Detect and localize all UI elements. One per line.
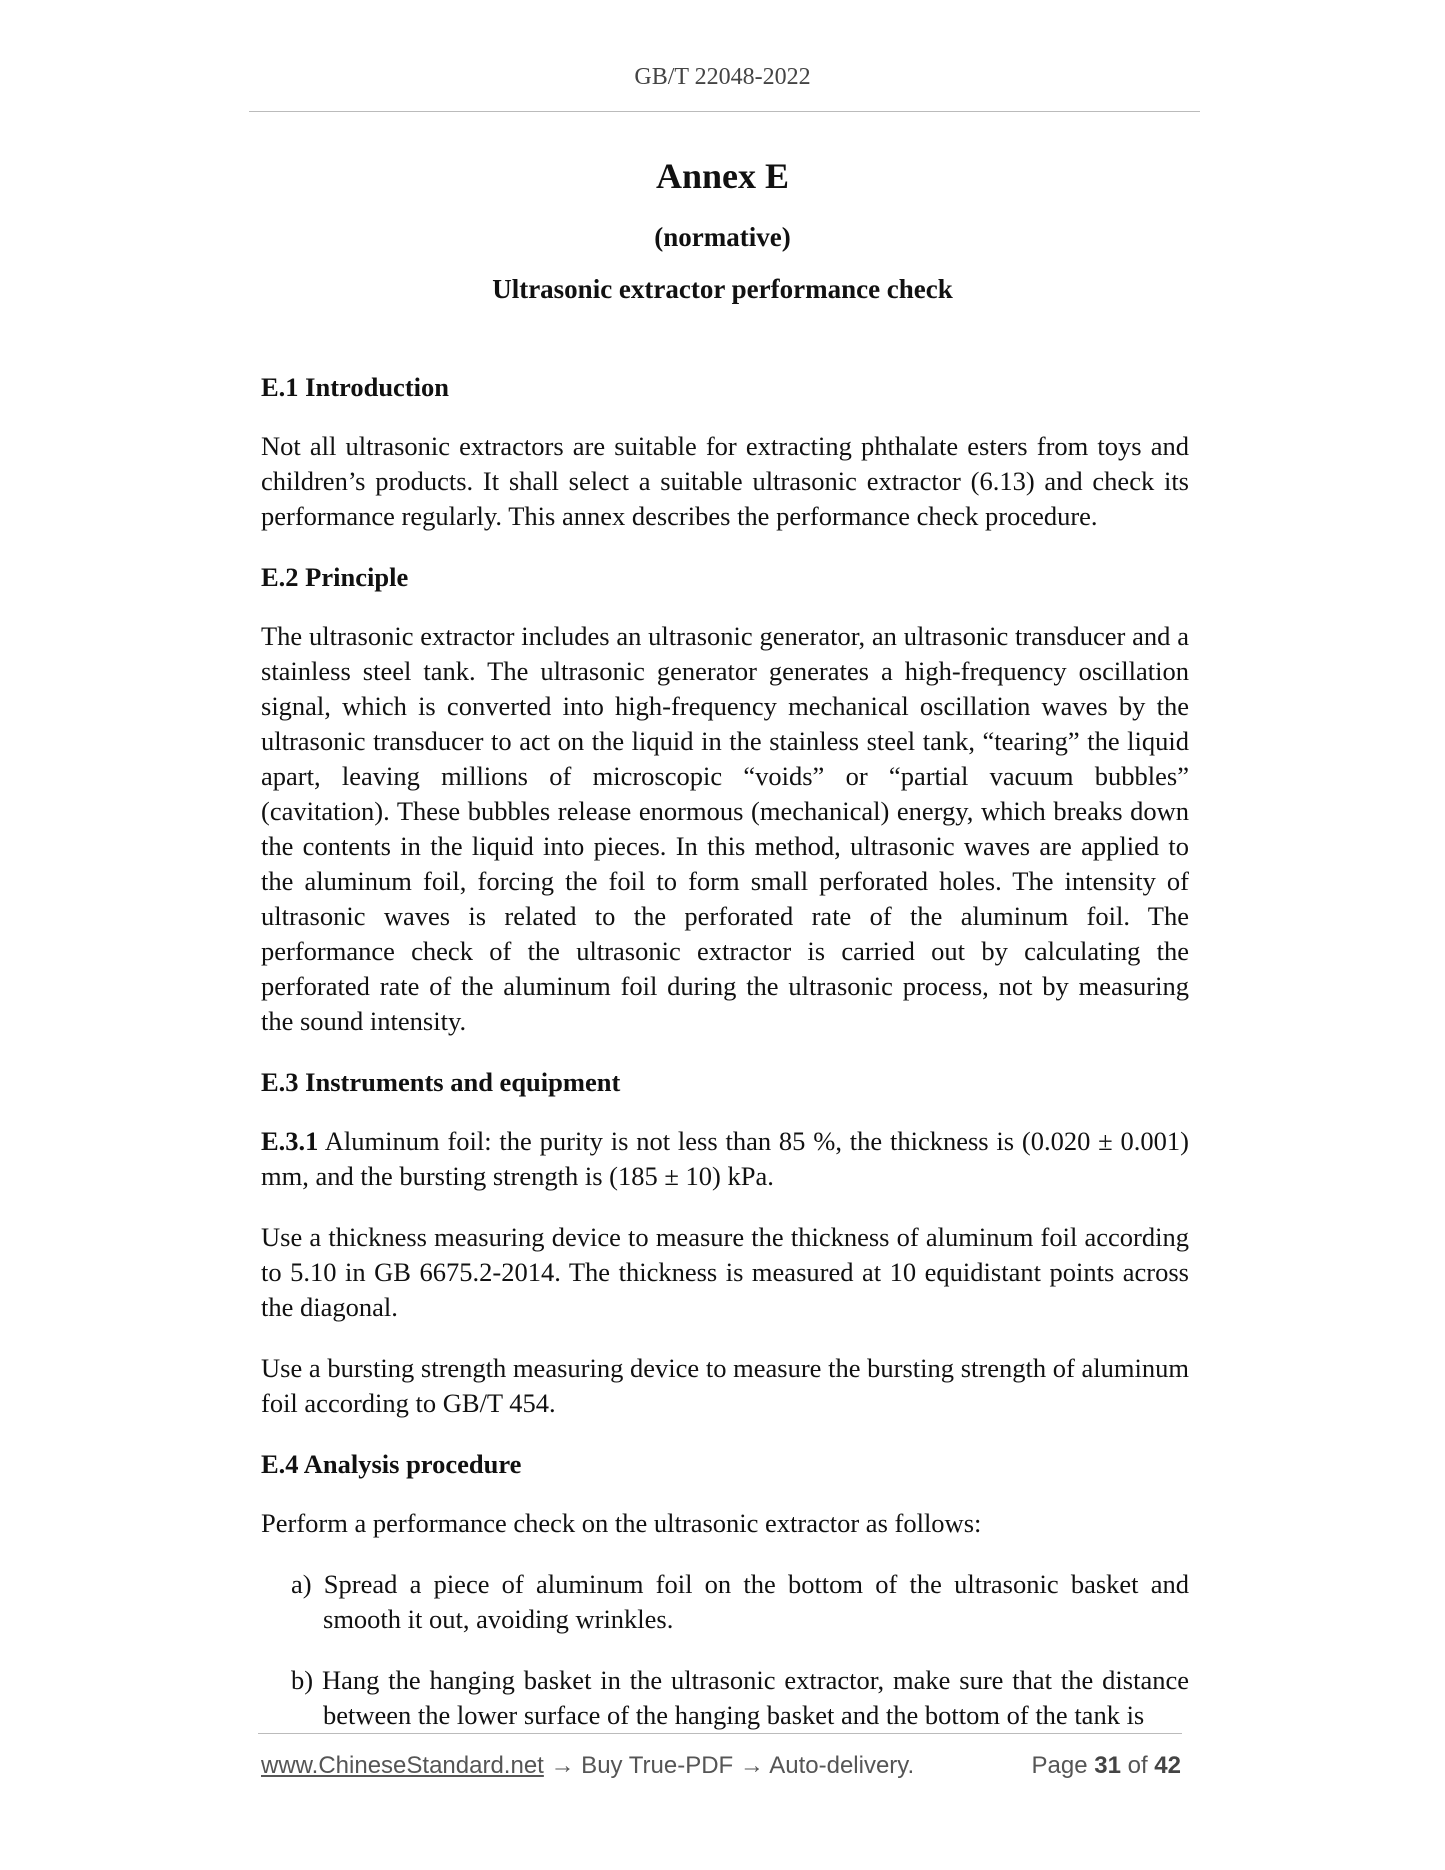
- list-item: b) Hang the hanging basket in the ultrasonic extractor, make sure that the distance between the lower surface of the hanging basket and the bottom of the tank is: [291, 1665, 1189, 1730]
- annex-type: (normative): [654, 222, 791, 252]
- footer-divider: [258, 1733, 1182, 1734]
- document-standard-number: GB/T 22048-2022: [634, 64, 811, 90]
- section-heading-e2: E.2 Principle: [261, 562, 409, 592]
- section-e4-intro: Perform a performance check on the ultrasonic extractor as follows:: [261, 1508, 982, 1538]
- website-link[interactable]: www.ChineseStandard.net: [261, 1752, 544, 1779]
- clause-e31-label: E.3.1: [261, 1126, 319, 1156]
- clause-e31-text: Aluminum foil: the purity is not less than 85 %, the thickness is (0.020 ± 0.001) mm, and the bursting strength is (185 ± 10) kPa.: [261, 1126, 1189, 1191]
- section-e3-paragraph-2: Use a thickness measuring device to measure the thickness of aluminum foil according to 5.10 in GB 6675.2-2014. The thickness is measured at 10 equidistant points across the diagonal.: [261, 1222, 1189, 1322]
- page-label: Page: [1031, 1752, 1088, 1779]
- section-heading-e4: E.4 Analysis procedure: [261, 1449, 522, 1479]
- page-footer: [261, 1752, 1181, 1780]
- page-number: 31: [1094, 1752, 1121, 1779]
- clause-e31: [261, 1124, 1189, 1194]
- promo-text: → Buy True-PDF → Auto-delivery.: [543, 1752, 915, 1779]
- annex-title: Annex E: [655, 156, 790, 196]
- section-e1-paragraph: Not all ultrasonic extractors are suitable for extracting phthalate esters from toys and children’s products. It shall select a suitable ultrasonic extractor (6.13) and check its performance regularly. This annex describes the performance check procedure.: [261, 431, 1189, 531]
- page-indicator: [1032, 1752, 1182, 1780]
- total-pages: 42: [1154, 1752, 1181, 1779]
- annex-subtitle: Ultrasonic extractor performance check: [492, 274, 953, 304]
- procedure-list: [261, 1567, 1189, 1733]
- section-e3-paragraph-3: Use a bursting strength measuring device to measure the bursting strength of aluminum foil according to GB/T 454.: [261, 1353, 1189, 1418]
- list-item: a) Spread a piece of aluminum foil on the bottom of the ultrasonic basket and smooth it out, avoiding wrinkles.: [291, 1569, 1189, 1634]
- section-heading-e3: E.3 Instruments and equipment: [261, 1067, 621, 1097]
- section-heading-e1: E.1 Introduction: [261, 372, 449, 402]
- of-label: of: [1127, 1752, 1148, 1779]
- document-body: [261, 370, 1189, 1759]
- header-divider: [249, 111, 1200, 112]
- section-e2-paragraph: The ultrasonic extractor includes an ultrasonic generator, an ultrasonic transducer and a stainless steel tank. The ultrasonic generator generates a high-frequency oscillation signal, which is converted into high-frequency mechanical oscillation waves by the ultrasonic transducer to act on the liquid in the stainless steel tank, “tearing” the liquid apart, leaving millions of microscopic “voids” or “partial vacuum bubbles” (cavitation). These bubbles release enormous (mechanical) energy, which breaks down the contents in the liquid into pieces. In this method, ultrasonic waves are applied to the aluminum foil, forcing the foil to form small perforated holes. The intensity of ultrasonic waves is related to the perforated rate of the aluminum foil. The performance check of the ultrasonic extractor is carried out by calculating the perforated rate of the aluminum foil during the ultrasonic process, not by measuring the sound intensity.: [261, 621, 1189, 1036]
